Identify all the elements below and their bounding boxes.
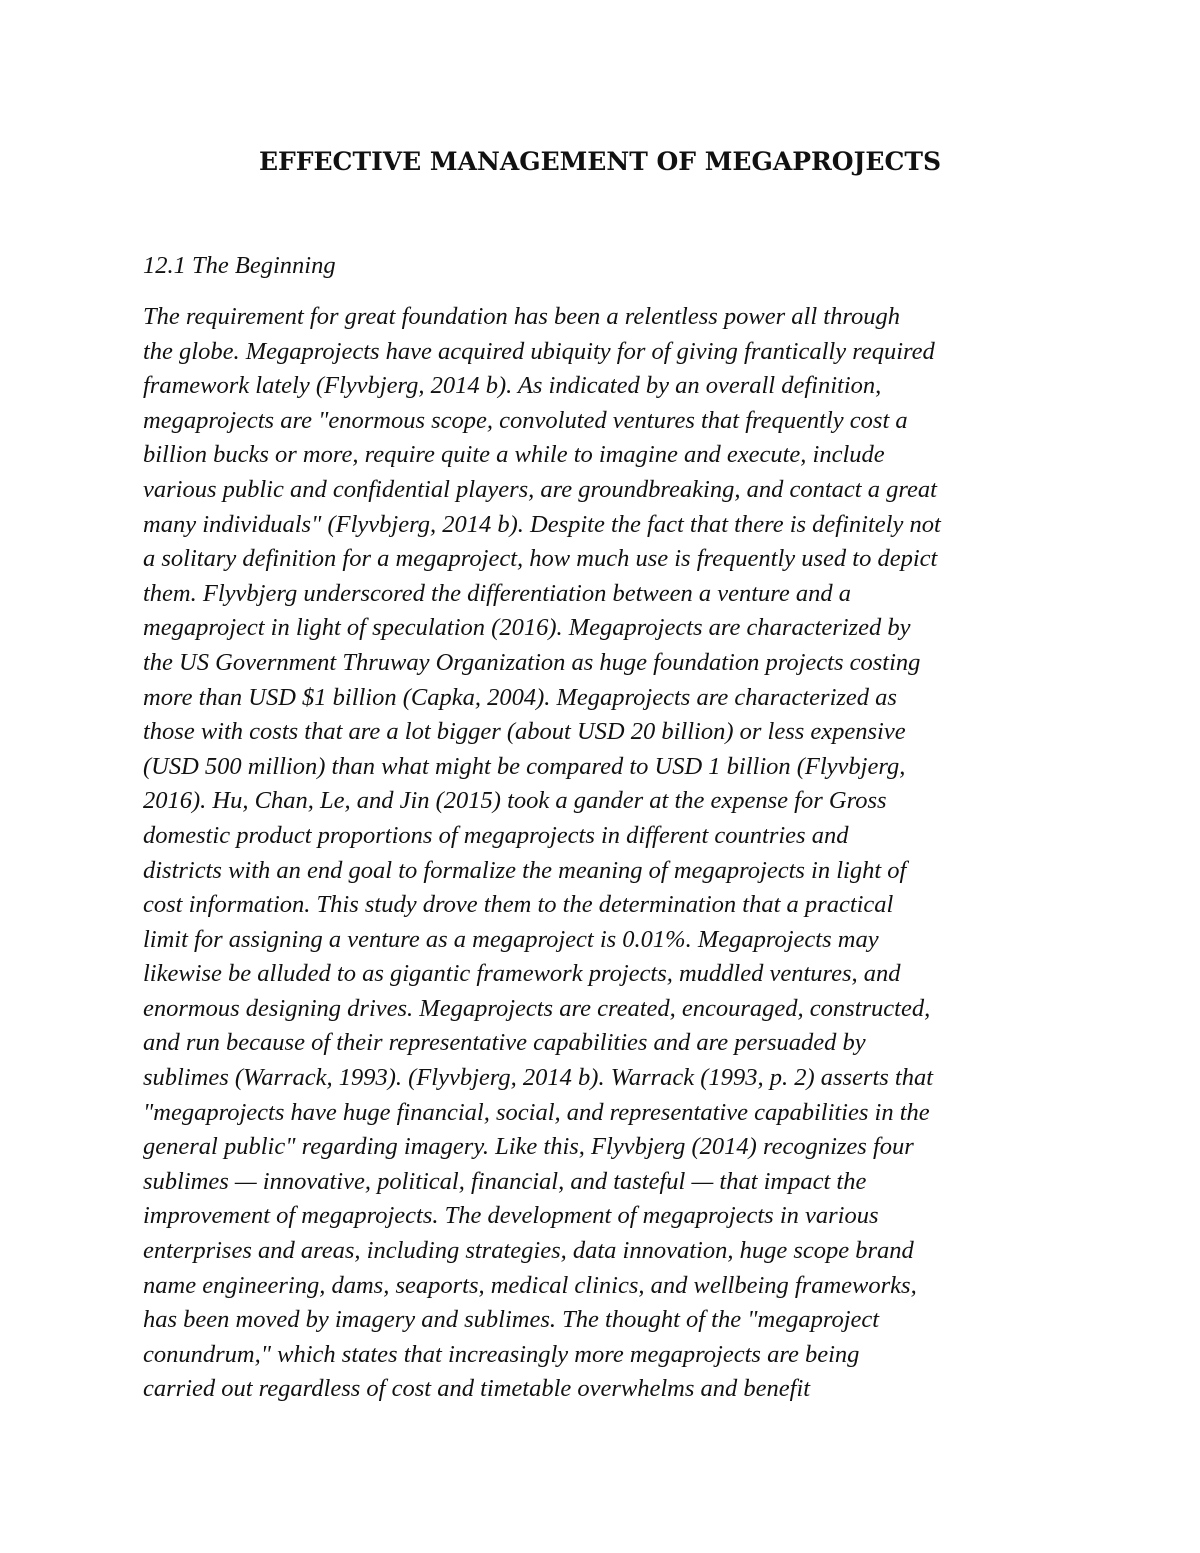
paragraph-line: The requirement for great foundation has been a relentless power all through (143, 303, 900, 330)
paragraph-line: districts with an end goal to formalize the meaning of megaprojects in light of (143, 856, 907, 884)
body-paragraph (143, 300, 1103, 1407)
paragraph-line: 2016). Hu, Chan, Le, and Jin (2015) took a gander at the expense for Gross (143, 787, 887, 815)
paragraph-line: limit for assigning a venture as a megaproject is 0.01%. Megaprojects may (143, 925, 879, 953)
paragraph-line: carried out regardless of cost and timetable overwhelms and benefit (143, 1375, 811, 1403)
paragraph-line: sublimes (Warrack, 1993). (Flyvbjerg, 2014 b). Warrack (1993, p. 2) asserts that (143, 1064, 934, 1092)
paragraph-line: conundrum," which states that increasingly more megaprojects are being (143, 1340, 860, 1368)
paragraph-line: cost information. This study drove them to the determination that a practical (143, 891, 894, 919)
section-heading: 12.1 The Beginning (143, 252, 336, 279)
paragraph-line: billion bucks or more, require quite a while to imagine and execute, include (143, 441, 885, 469)
document-title: EFFECTIVE MANAGEMENT OF MEGAPROJECTS (258, 147, 942, 176)
paragraph-line: "megaprojects have huge financial, social, and representative capabilities in the (143, 1098, 930, 1126)
paragraph-line: name engineering, dams, seaports, medical clinics, and wellbeing frameworks, (143, 1271, 917, 1299)
paragraph-line: domestic product proportions of megaprojects in different countries and (143, 821, 849, 849)
paragraph-line: improvement of megaprojects. The development of megaprojects in various (143, 1202, 879, 1230)
paragraph-line: has been moved by imagery and sublimes. The thought of the "megaproject (143, 1306, 880, 1334)
paragraph-line: enterprises and areas, including strategies, data innovation, huge scope brand (143, 1237, 914, 1265)
paragraph-line: sublimes — innovative, political, financial, and tasteful — that impact the (143, 1167, 867, 1195)
paragraph-line: framework lately (Flyvbjerg, 2014 b). As indicated by an overall definition, (143, 372, 882, 400)
paragraph-line: megaproject in light of speculation (2016). Megaprojects are characterized by (143, 614, 911, 642)
paragraph-line: those with costs that are a lot bigger (about USD 20 billion) or less expensive (143, 718, 906, 746)
paragraph-line: the globe. Megaprojects have acquired ubiquity for of giving frantically required (143, 337, 935, 365)
paragraph-line: them. Flyvbjerg underscored the differentiation between a venture and a (143, 579, 852, 607)
paragraph-line: the US Government Thruway Organization as huge foundation projects costing (143, 648, 921, 676)
paragraph-line: and run because of their representative capabilities and are persuaded by (143, 1029, 866, 1057)
paragraph-line: more than USD $1 billion (Capka, 2004). Megaprojects are characterized as (143, 683, 897, 711)
paragraph-line: megaprojects are "enormous scope, convoluted ventures that frequently cost a (143, 406, 908, 434)
paragraph-line: many individuals" (Flyvbjerg, 2014 b). Despite the fact that there is definitely not (143, 510, 941, 538)
paragraph-line: various public and confidential players, are groundbreaking, and contact a great (143, 475, 937, 503)
paragraph-line: (USD 500 million) than what might be compared to USD 1 billion (Flyvbjerg, (143, 752, 906, 780)
paragraph-line: a solitary definition for a megaproject, how much use is frequently used to depict (143, 545, 938, 573)
paragraph-line: enormous designing drives. Megaprojects are created, encouraged, constructed, (143, 994, 931, 1022)
paragraph-line: general public" regarding imagery. Like this, Flyvbjerg (2014) recognizes four (143, 1133, 914, 1161)
paragraph-line: likewise be alluded to as gigantic framework projects, muddled ventures, and (143, 960, 901, 988)
